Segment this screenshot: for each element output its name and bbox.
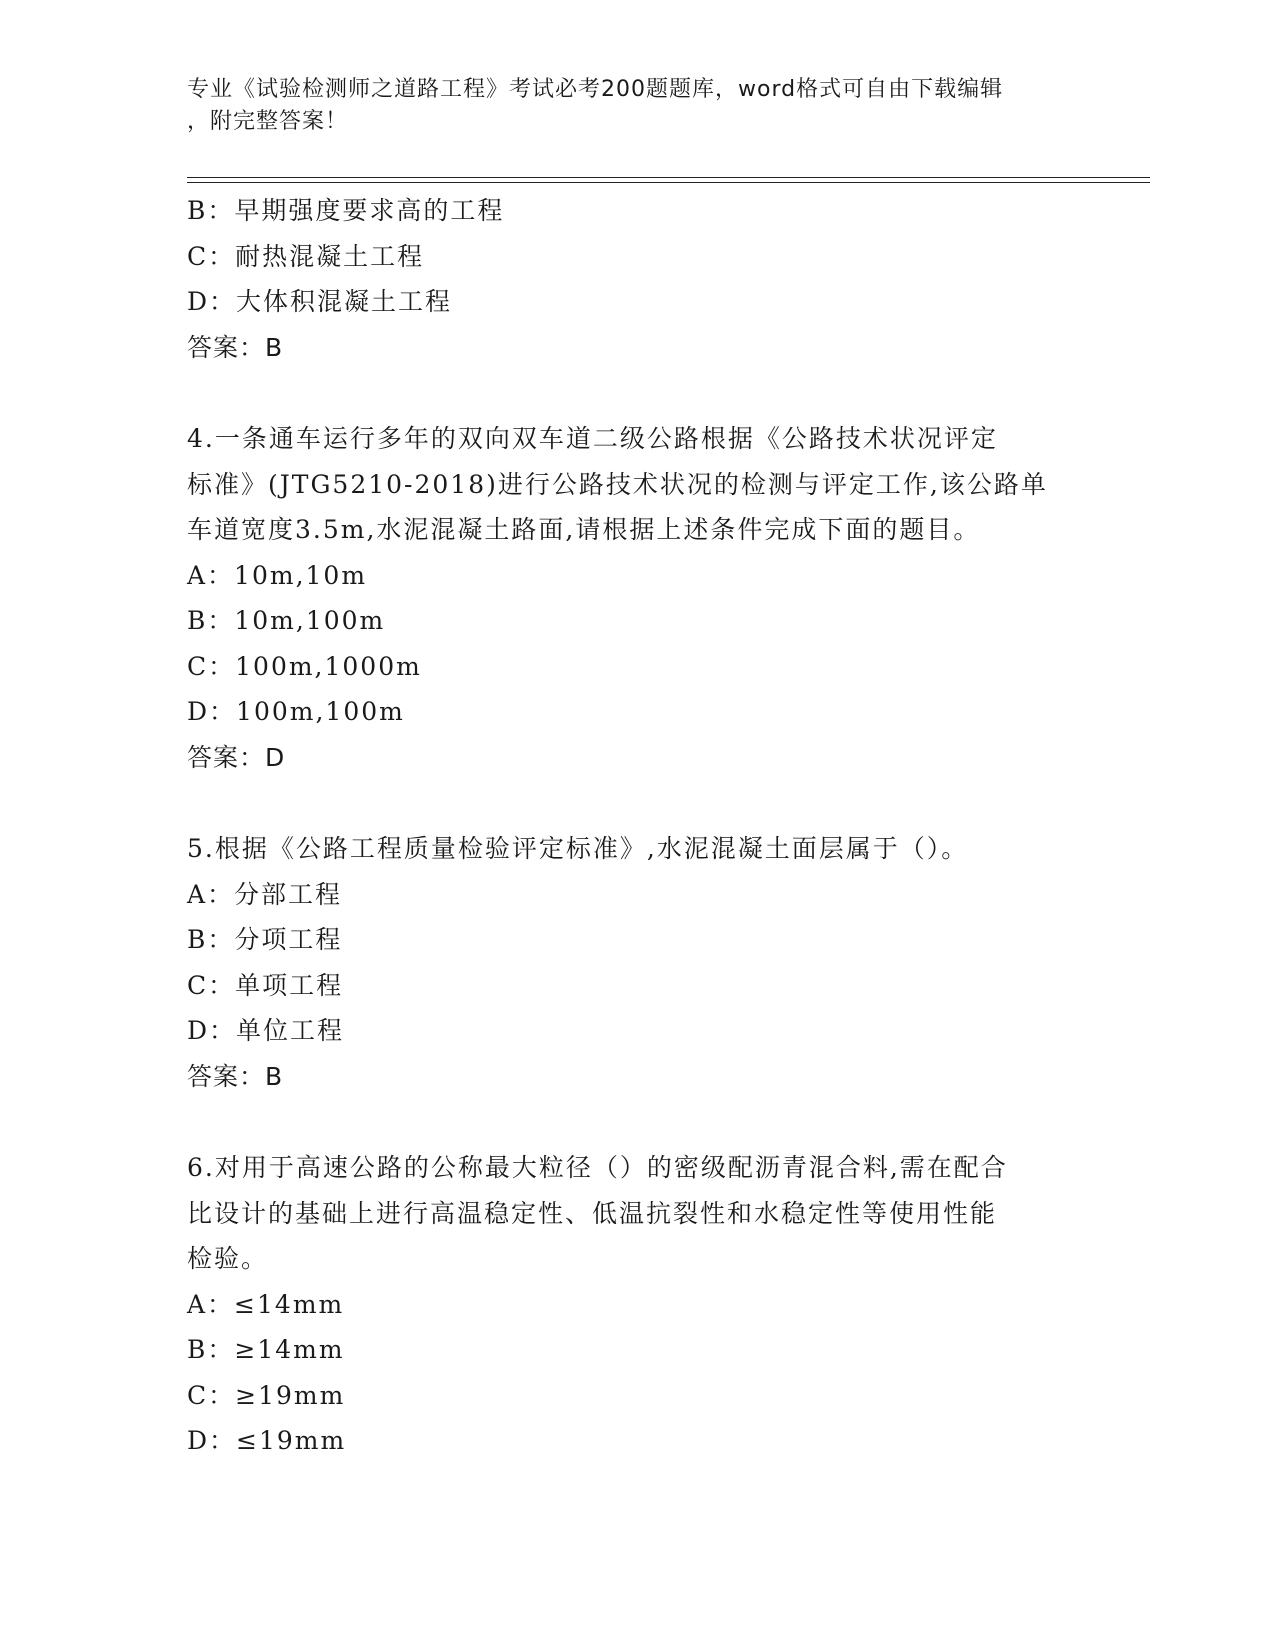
option-b: B：早期强度要求高的工程 (187, 196, 505, 225)
stem-line: 检验。 (187, 1244, 269, 1273)
question-stem (187, 1145, 1067, 1282)
option-d: D：单位工程 (187, 1016, 345, 1045)
answer-line: 答案：D (187, 742, 286, 772)
stem-line: 5.根据《公路工程质量检验评定标准》,水泥混凝土面层属于（）。 (187, 834, 969, 863)
spacer (187, 1099, 1067, 1145)
header-title-line-1: 专业《试验检测师之道路工程》考试必考200题题库，word格式可自由下载编辑 (187, 77, 1004, 102)
header-divider-top (187, 177, 1150, 178)
question-4 (187, 416, 1067, 780)
option-c: C：耐热混凝土工程 (187, 241, 425, 271)
stem-line: 4.一条通车运行多年的双向双车道二级公路根据《公路技术状况评定 (187, 424, 998, 453)
option-b: B：10m,100m (187, 606, 386, 635)
option-b: B：分项工程 (187, 925, 343, 954)
option-c: C：100m,1000m (187, 651, 422, 681)
answer-line: 答案：B (187, 1061, 284, 1091)
question-stem (187, 826, 1067, 872)
option-b: B：≥14mm (187, 1335, 345, 1364)
spacer (187, 780, 1067, 826)
option-c: C：≥19mm (187, 1380, 346, 1410)
document-body (187, 188, 1067, 1464)
stem-line: 车道宽度3.5m,水泥混凝土路面,请根据上述条件完成下面的题目。 (187, 515, 981, 544)
question-5 (187, 826, 1067, 1099)
header-divider-bottom (187, 182, 1150, 183)
option-d: D：≤19mm (187, 1426, 347, 1455)
option-a: A：10m,10m (187, 560, 368, 590)
option-c: C：单项工程 (187, 970, 344, 1000)
option-d: D：100m,100m (187, 697, 405, 726)
stem-line: 6.对用于高速公路的公称最大粒径（）的密级配沥青混合料,需在配合 (187, 1153, 1008, 1182)
spacer (187, 370, 1067, 416)
question-6 (187, 1145, 1067, 1464)
option-d: D：大体积混凝土工程 (187, 287, 453, 316)
answer-line: 答案：B (187, 332, 284, 362)
option-a: A：分部工程 (187, 879, 343, 909)
question-stem (187, 416, 1067, 553)
question-3-tail (187, 188, 1067, 370)
stem-line: 标准》(JTG5210-2018)进行公路技术状况的检测与评定工作,该公路单 (187, 469, 1048, 499)
header-title-line-2: ，附完整答案！ (187, 109, 349, 134)
document-header (187, 74, 1067, 138)
option-a: A：≤14mm (187, 1289, 345, 1319)
stem-line: 比设计的基础上进行高温稳定性、低温抗裂性和水稳定性等使用性能 (187, 1198, 998, 1228)
